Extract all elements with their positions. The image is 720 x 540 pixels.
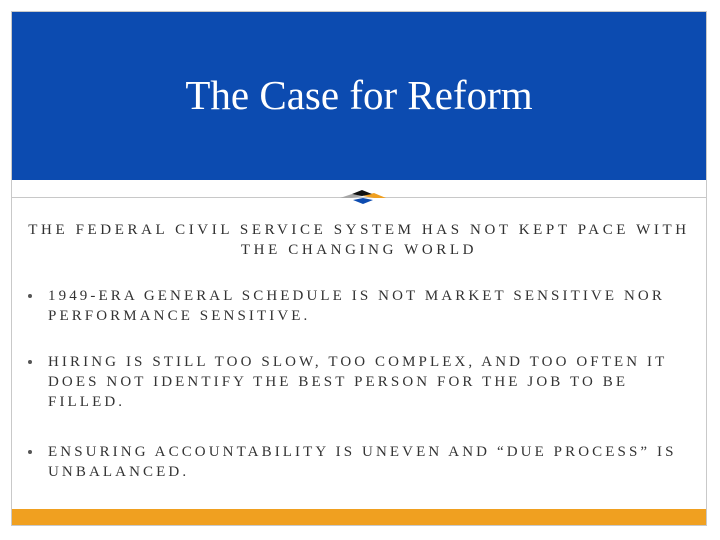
slide-title: The Case for Reform bbox=[185, 72, 533, 118]
bullet-dot-icon bbox=[28, 450, 32, 454]
bullet-dot-icon bbox=[28, 360, 32, 364]
bullet-item bbox=[28, 352, 696, 412]
bullet-text: ENSURING ACCOUNTABILITY IS UNEVEN AND “DUE PROCESS” IS UNBALANCED. bbox=[48, 444, 677, 480]
bullet-dot-icon bbox=[28, 294, 32, 298]
bullet-text: HIRING IS STILL TOO SLOW, TOO COMPLEX, AND TOO OFTEN IT DOES NOT IDENTIFY THE BEST PERSON FOR THE JOB TO BE FILLED. bbox=[48, 354, 668, 410]
bullet-text: 1949-ERA GENERAL SCHEDULE IS NOT MARKET SENSITIVE NOR PERFORMANCE SENSITIVE. bbox=[48, 288, 665, 324]
bullet-item bbox=[28, 442, 696, 482]
bullet-list bbox=[28, 286, 696, 526]
footer-bar bbox=[12, 509, 706, 525]
bullet-item bbox=[28, 286, 696, 326]
slide-subtitle: THE FEDERAL CIVIL SERVICE SYSTEM HAS NOT KEPT PACE WITH THE CHANGING WORLD bbox=[28, 222, 690, 258]
slide bbox=[11, 11, 707, 526]
decorative-divider-icon bbox=[332, 188, 394, 208]
